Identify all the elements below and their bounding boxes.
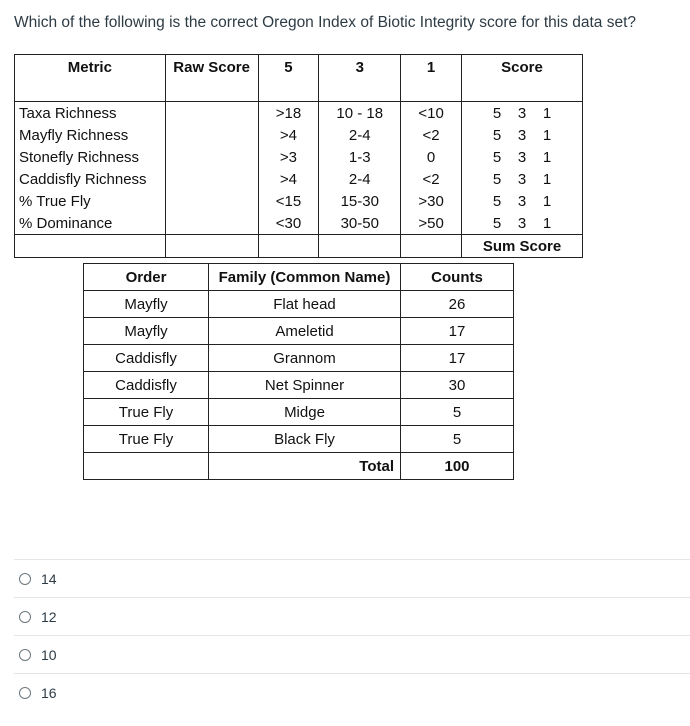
sum-score-row <box>15 235 583 258</box>
score-values <box>462 168 583 190</box>
family-cell: Flat head <box>209 291 401 318</box>
counts-row <box>84 318 514 345</box>
empty-cell <box>84 453 209 480</box>
answer-option-label: 12 <box>41 608 57 625</box>
threshold-5: <15 <box>258 190 319 212</box>
score-values <box>462 146 583 168</box>
threshold-5: >4 <box>258 124 319 146</box>
counts-row <box>84 372 514 399</box>
empty-cell <box>165 235 258 258</box>
header-metric: Metric <box>15 55 166 102</box>
answer-option[interactable] <box>14 635 690 673</box>
order-cell: Mayfly <box>84 318 209 345</box>
counts-row <box>84 399 514 426</box>
answer-option-label: 14 <box>41 570 57 587</box>
score-value: 1 <box>542 170 552 188</box>
empty-cell <box>319 235 401 258</box>
metric-row <box>15 212 583 235</box>
header-score: Score <box>462 55 583 102</box>
total-label: Total <box>209 453 401 480</box>
score-values <box>462 102 583 125</box>
score-value: 5 <box>492 126 502 144</box>
header-order: Order <box>84 264 209 291</box>
raw-score-cell <box>165 190 258 212</box>
counts-row <box>84 426 514 453</box>
count-cell: 30 <box>401 372 514 399</box>
answer-option-label: 16 <box>41 684 57 701</box>
header-counts: Counts <box>401 264 514 291</box>
order-cell: Caddisfly <box>84 372 209 399</box>
raw-score-cell <box>165 146 258 168</box>
threshold-1: <10 <box>401 102 462 125</box>
score-value: 5 <box>492 170 502 188</box>
score-value: 5 <box>492 214 502 232</box>
radio-button[interactable] <box>19 573 31 585</box>
raw-score-cell <box>165 124 258 146</box>
header-1: 1 <box>401 55 462 102</box>
counts-table-header <box>84 264 514 291</box>
family-cell: Net Spinner <box>209 372 401 399</box>
threshold-3: 2-4 <box>319 168 401 190</box>
score-value: 3 <box>517 170 527 188</box>
score-value: 1 <box>542 214 552 232</box>
threshold-5: >18 <box>258 102 319 125</box>
metric-row <box>15 102 583 125</box>
family-cell: Grannom <box>209 345 401 372</box>
empty-cell <box>15 235 166 258</box>
score-values <box>462 190 583 212</box>
score-value: 5 <box>492 192 502 210</box>
radio-button[interactable] <box>19 649 31 661</box>
threshold-3: 30-50 <box>319 212 401 235</box>
answer-option[interactable] <box>14 597 690 635</box>
count-cell: 5 <box>401 426 514 453</box>
total-row <box>84 453 514 480</box>
radio-button[interactable] <box>19 687 31 699</box>
metric-row <box>15 168 583 190</box>
score-value: 1 <box>542 148 552 166</box>
count-cell: 17 <box>401 318 514 345</box>
order-cell: True Fly <box>84 426 209 453</box>
question-text: Which of the following is the correct Oregon Index of Biotic Integrity score for this data set? <box>14 14 637 31</box>
answer-option[interactable] <box>14 559 690 597</box>
metric-table <box>14 54 583 258</box>
threshold-3: 15-30 <box>319 190 401 212</box>
threshold-5: >4 <box>258 168 319 190</box>
count-cell: 17 <box>401 345 514 372</box>
metric-name: % True Fly <box>15 190 166 212</box>
score-value: 1 <box>542 126 552 144</box>
counts-row <box>84 345 514 372</box>
total-value: 100 <box>401 453 514 480</box>
order-cell: Caddisfly <box>84 345 209 372</box>
metric-name: Mayfly Richness <box>15 124 166 146</box>
score-value: 3 <box>517 104 527 122</box>
header-5: 5 <box>258 55 319 102</box>
raw-score-cell <box>165 212 258 235</box>
order-cell: Mayfly <box>84 291 209 318</box>
raw-score-cell <box>165 102 258 125</box>
family-cell: Ameletid <box>209 318 401 345</box>
answer-option-label: 10 <box>41 646 57 663</box>
header-3: 3 <box>319 55 401 102</box>
score-values <box>462 212 583 235</box>
radio-button[interactable] <box>19 611 31 623</box>
threshold-1: <2 <box>401 124 462 146</box>
threshold-3: 10 - 18 <box>319 102 401 125</box>
score-value: 1 <box>542 192 552 210</box>
threshold-1: <2 <box>401 168 462 190</box>
score-value: 3 <box>517 214 527 232</box>
metric-table-header <box>15 55 583 102</box>
answer-options <box>14 559 690 711</box>
score-value: 5 <box>492 104 502 122</box>
metric-row <box>15 124 583 146</box>
order-cell: True Fly <box>84 399 209 426</box>
threshold-1: >50 <box>401 212 462 235</box>
score-values <box>462 124 583 146</box>
metric-name: Stonefly Richness <box>15 146 166 168</box>
empty-cell <box>401 235 462 258</box>
family-cell: Black Fly <box>209 426 401 453</box>
header-family: Family (Common Name) <box>209 264 401 291</box>
score-value: 5 <box>492 148 502 166</box>
score-value: 3 <box>517 126 527 144</box>
score-value: 1 <box>542 104 552 122</box>
metric-name: % Dominance <box>15 212 166 235</box>
count-cell: 5 <box>401 399 514 426</box>
count-cell: 26 <box>401 291 514 318</box>
sum-score-label: Sum Score <box>462 235 583 258</box>
answer-option[interactable] <box>14 673 690 711</box>
threshold-3: 2-4 <box>319 124 401 146</box>
metric-name: Caddisfly Richness <box>15 168 166 190</box>
threshold-1: >30 <box>401 190 462 212</box>
metric-row <box>15 146 583 168</box>
score-value: 3 <box>517 148 527 166</box>
threshold-3: 1-3 <box>319 146 401 168</box>
counts-table <box>83 263 514 480</box>
threshold-5: <30 <box>258 212 319 235</box>
threshold-1: 0 <box>401 146 462 168</box>
metric-row <box>15 190 583 212</box>
header-raw-score: Raw Score <box>165 55 258 102</box>
metric-name: Taxa Richness <box>15 102 166 125</box>
empty-cell <box>258 235 319 258</box>
threshold-5: >3 <box>258 146 319 168</box>
score-value: 3 <box>517 192 527 210</box>
family-cell: Midge <box>209 399 401 426</box>
counts-row <box>84 291 514 318</box>
raw-score-cell <box>165 168 258 190</box>
